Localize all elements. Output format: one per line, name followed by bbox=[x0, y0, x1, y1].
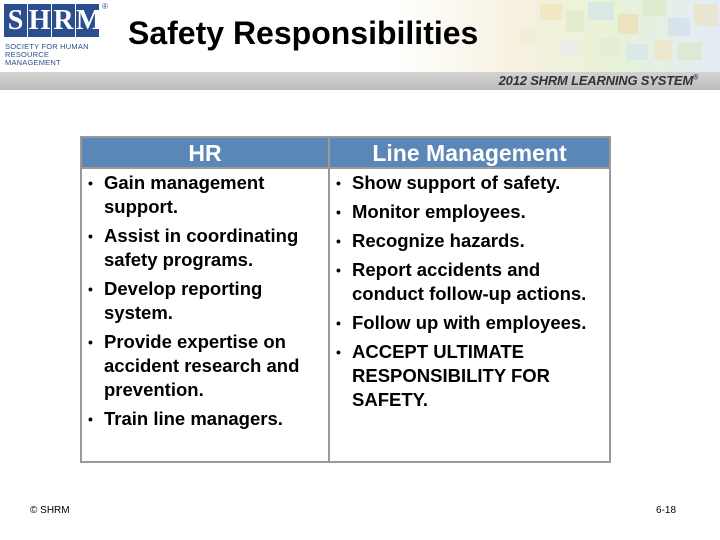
list-item bbox=[330, 258, 609, 306]
list-item bbox=[82, 330, 328, 402]
bullet-icon: • bbox=[336, 262, 341, 278]
header-subbar bbox=[0, 72, 720, 90]
list-item-text: Recognize hazards. bbox=[352, 230, 525, 251]
line-management-list bbox=[330, 171, 609, 412]
logo-subtitle-line1: SOCIETY FOR HUMAN bbox=[5, 42, 89, 51]
column-header-line-management: Line Management bbox=[330, 138, 609, 169]
list-item bbox=[330, 340, 609, 412]
logo-letter-m: M bbox=[76, 5, 103, 36]
bullet-icon: • bbox=[88, 334, 93, 350]
logo-letter-h: H bbox=[28, 5, 51, 36]
page-number: 6-18 bbox=[656, 505, 677, 516]
list-item-text: Follow up with employees. bbox=[352, 312, 587, 333]
logo-letter-s: S bbox=[4, 4, 27, 37]
list-item bbox=[330, 171, 609, 195]
list-item-text: Provide expertise on accident research and prevention. bbox=[104, 331, 300, 400]
list-item-text: Show support of safety. bbox=[352, 172, 561, 193]
bullet-icon: • bbox=[88, 175, 93, 191]
learning-system-text: 2012 SHRM LEARNING SYSTEM bbox=[498, 73, 694, 88]
logo-subtitle-line2: RESOURCE MANAGEMENT bbox=[5, 50, 61, 67]
bullet-icon: • bbox=[336, 233, 341, 249]
list-item-text: Report accidents and conduct follow-up actions. bbox=[352, 259, 587, 304]
bullet-icon: • bbox=[336, 344, 341, 360]
list-item-text: Monitor employees. bbox=[352, 201, 526, 222]
logo-letters bbox=[4, 4, 103, 38]
logo-letter-r: R bbox=[53, 5, 74, 36]
list-item bbox=[82, 407, 328, 431]
list-item-text: Gain management support. bbox=[104, 172, 265, 217]
bullet-icon: • bbox=[336, 315, 341, 331]
list-item-text: Train line managers. bbox=[104, 408, 283, 429]
hr-column bbox=[82, 169, 330, 461]
slide-title: Safety Responsibilities bbox=[128, 15, 479, 51]
shrm-logo bbox=[4, 2, 108, 67]
hr-list bbox=[82, 171, 328, 431]
list-item bbox=[330, 311, 609, 335]
learning-system-reg: ® bbox=[693, 74, 698, 82]
copyright-notice: © SHRM bbox=[30, 505, 70, 516]
logo-registered-mark: ® bbox=[102, 2, 108, 11]
slide-header bbox=[0, 0, 720, 90]
bullet-icon: • bbox=[88, 228, 93, 244]
list-item bbox=[330, 200, 609, 224]
bullet-icon: • bbox=[336, 204, 341, 220]
list-item bbox=[330, 229, 609, 253]
list-item bbox=[82, 277, 328, 325]
list-item bbox=[82, 224, 328, 272]
bullet-icon: • bbox=[88, 411, 93, 427]
list-item-text: Develop reporting system. bbox=[104, 278, 263, 323]
logo-subtitle bbox=[5, 43, 105, 67]
column-header-hr: HR bbox=[82, 138, 330, 169]
list-item bbox=[82, 171, 328, 219]
bullet-icon: • bbox=[88, 281, 93, 297]
responsibilities-table bbox=[80, 136, 611, 463]
list-item-text: ACCEPT ULTIMATE RESPONSIBILITY FOR SAFETY. bbox=[352, 341, 551, 410]
bullet-icon: • bbox=[336, 175, 341, 191]
line-management-column bbox=[330, 169, 609, 461]
list-item-text: Assist in coordinating safety programs. bbox=[104, 225, 299, 270]
learning-system-label bbox=[499, 73, 698, 88]
